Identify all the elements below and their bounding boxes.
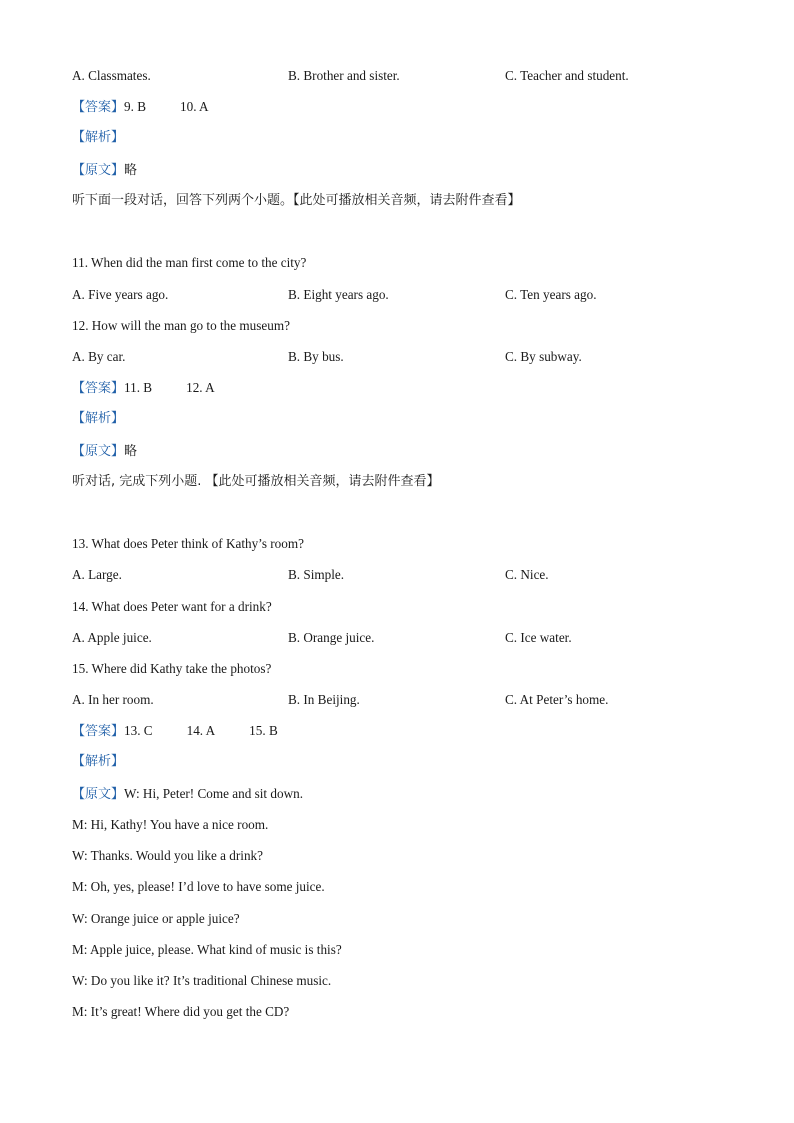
dialogue-line: W: Thanks. Would you like a drink? xyxy=(72,848,263,863)
answer-line xyxy=(72,723,278,740)
option-c: C. At Peter’s home. xyxy=(505,692,609,707)
question-12: 12. How will the man go to the museum? xyxy=(72,318,290,333)
option-b: B. Brother and sister. xyxy=(288,68,400,83)
answer: 14. A xyxy=(186,723,216,738)
dialogue-line: W: Orange juice or apple juice? xyxy=(72,911,240,926)
original-line xyxy=(72,162,137,179)
answer-line xyxy=(72,99,209,116)
analysis-tag: 【解析】 xyxy=(72,754,125,769)
option-a: A. In her room. xyxy=(72,692,154,707)
instruction: 听下面一段对话，回答下列两个小题。【此处可播放相关音频，请去附件查看】 xyxy=(72,193,521,208)
dialogue-line: M: Hi, Kathy! You have a nice room. xyxy=(72,817,269,832)
analysis-tag: 【解析】 xyxy=(72,411,125,426)
option-b: B. Simple. xyxy=(288,567,345,582)
dialogue-line: W: Do you like it? It’s traditional Chinese music. xyxy=(72,973,332,988)
option-b: B. Eight years ago. xyxy=(288,287,389,302)
dialogue-line: M: It’s great! Where did you get the CD? xyxy=(72,1004,290,1019)
original-line xyxy=(72,443,137,460)
original-tag: 【原文】 xyxy=(72,787,125,802)
answer-line xyxy=(72,380,215,397)
answer-tag: 【答案】 xyxy=(72,724,125,739)
dialogue-line: M: Apple juice, please. What kind of music is this? xyxy=(72,942,342,957)
dialogue-line xyxy=(72,786,303,803)
original-text: 略 xyxy=(124,444,138,459)
option-c: C. Nice. xyxy=(505,567,549,582)
answer-tag: 【答案】 xyxy=(72,381,125,396)
option-a: A. Classmates. xyxy=(72,68,151,83)
answer: 11. B xyxy=(124,380,153,395)
dialogue-text: W: Hi, Peter! Come and sit down. xyxy=(124,786,303,801)
option-c: C. By subway. xyxy=(505,349,582,364)
answer: 13. C xyxy=(124,723,153,738)
dialogue-line: M: Oh, yes, please! I’d love to have some juice. xyxy=(72,879,325,894)
answer: 9. B xyxy=(124,99,146,114)
option-a: A. By car. xyxy=(72,349,126,364)
option-c: C. Ice water. xyxy=(505,630,572,645)
answer: 15. B xyxy=(249,723,278,738)
question-11: 11. When did the man first come to the city? xyxy=(72,255,307,270)
original-tag: 【原文】 xyxy=(72,163,125,178)
question-14: 14. What does Peter want for a drink? xyxy=(72,599,272,614)
option-a: A. Five years ago. xyxy=(72,287,169,302)
answer-tag: 【答案】 xyxy=(72,100,125,115)
original-text: 略 xyxy=(124,163,138,178)
option-c: C. Ten years ago. xyxy=(505,287,597,302)
instruction: 听对话, 完成下列小题. 【此处可播放相关音频，请去附件查看】 xyxy=(72,474,440,489)
option-b: B. Orange juice. xyxy=(288,630,375,645)
option-a: A. Large. xyxy=(72,567,122,582)
question-13: 13. What does Peter think of Kathy’s room? xyxy=(72,536,304,551)
question-15: 15. Where did Kathy take the photos? xyxy=(72,661,272,676)
analysis-tag: 【解析】 xyxy=(72,130,125,145)
option-b: B. By bus. xyxy=(288,349,344,364)
option-b: B. In Beijing. xyxy=(288,692,360,707)
option-a: A. Apple juice. xyxy=(72,630,152,645)
option-c: C. Teacher and student. xyxy=(505,68,629,83)
original-tag: 【原文】 xyxy=(72,444,125,459)
answer: 12. A xyxy=(186,380,215,395)
answer: 10. A xyxy=(180,99,209,114)
